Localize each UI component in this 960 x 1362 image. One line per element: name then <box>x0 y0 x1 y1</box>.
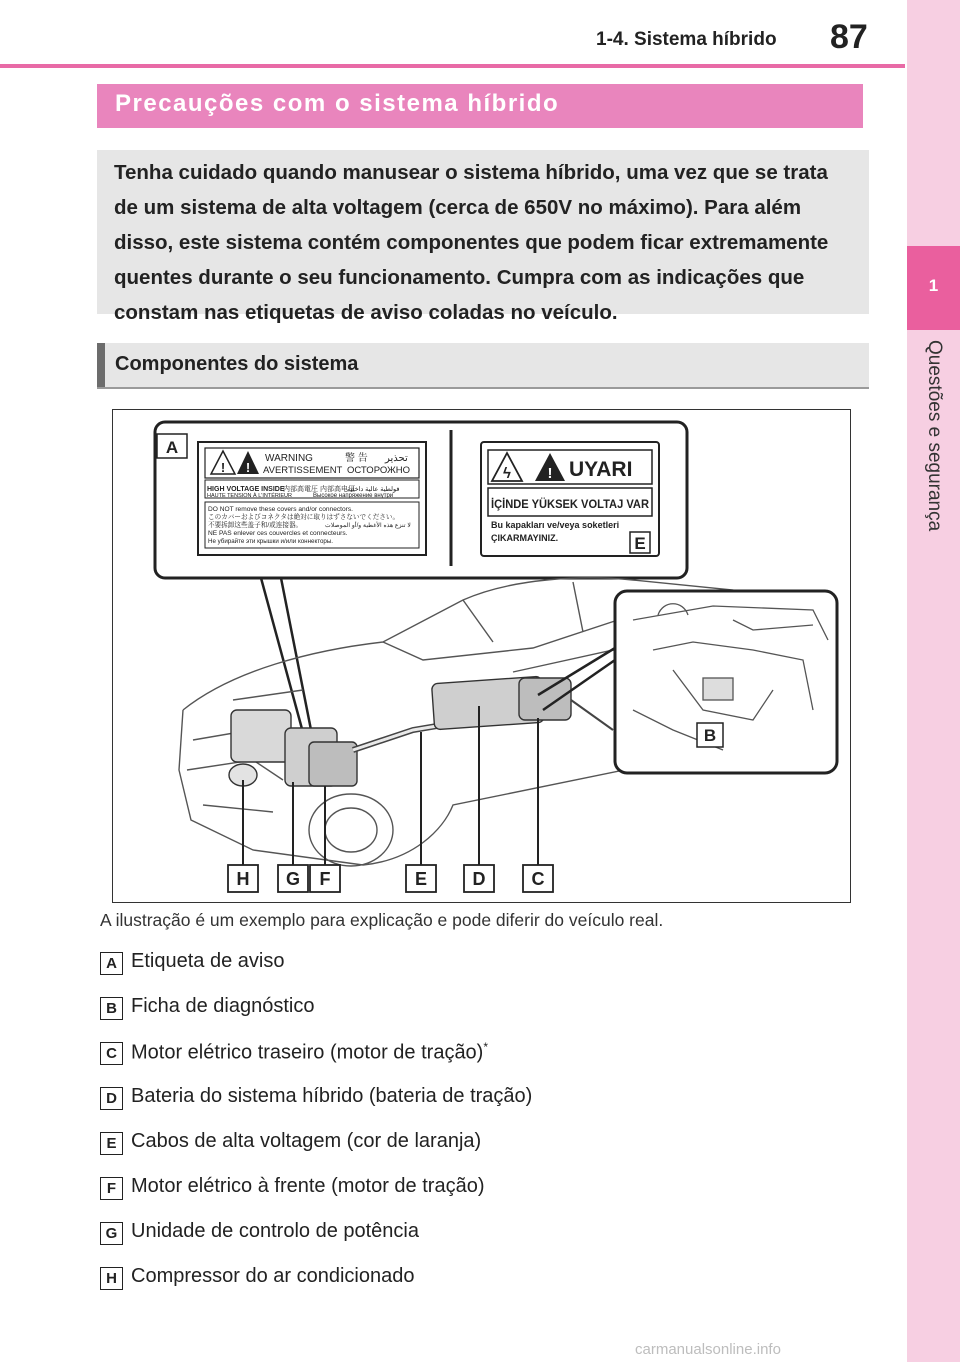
label-b: B <box>703 726 717 745</box>
legend-text: Motor elétrico traseiro (motor de tração)* <box>131 1040 489 1064</box>
turkish-line2: ÇIKARMAYINIZ. <box>491 533 559 543</box>
warning-arabic: تحذير <box>385 453 408 464</box>
legend-text: Bateria do sistema híbrido (bateria de tração) <box>131 1085 533 1107</box>
label-e-inset: E <box>634 534 646 553</box>
legend-text: Etiqueta de aviso <box>131 950 285 972</box>
cn-line: 不要拆卸这些盖子和/或连接器。 <box>208 522 303 529</box>
side-tab-number: 1 <box>928 276 939 295</box>
do-not-text: DO NOT remove these covers and/or connectors. <box>208 506 354 513</box>
svg-text:!: ! <box>245 460 251 475</box>
avertissement-text: AVERTISSEMENT <box>263 465 343 476</box>
legend-letter: A <box>100 952 123 975</box>
warning-kanji: 警 告 <box>345 453 368 464</box>
subsection-heading <box>97 343 869 389</box>
legend-letter: E <box>100 1132 123 1155</box>
warning-text: WARNING <box>265 453 313 464</box>
side-tab-label: Questões e segurança <box>924 340 945 532</box>
svg-text:ϟ: ϟ <box>503 465 511 482</box>
legend-letter: H <box>100 1267 123 1290</box>
page-number: 87 <box>830 18 868 56</box>
legend-text: Motor elétrico à frente (motor de tração) <box>131 1175 485 1197</box>
jp-cn-hv-text: 内部高電圧 内部高电压 <box>283 486 355 493</box>
warning-label <box>198 442 426 555</box>
section-banner <box>97 84 863 128</box>
callout-label-c: C <box>531 869 545 889</box>
legend-letter: C <box>100 1042 123 1065</box>
callout-label-h: H <box>236 869 250 889</box>
footnote-marker: * <box>483 1040 489 1054</box>
ru-hv-text: Высокое напряжение внутри <box>313 493 394 499</box>
haute-tension-text: HAUTE TENSION À L'INTÉRIEUR <box>207 493 292 499</box>
callout-label-g: G <box>285 869 301 889</box>
intro-box <box>97 150 869 324</box>
ru-line: Не убирайте эти крышки и/или коннекторы. <box>208 538 334 545</box>
components-figure <box>112 409 851 903</box>
svg-text:!: ! <box>547 465 553 482</box>
callout-labels <box>228 865 553 892</box>
turkish-line1: Bu kapakları ve/veya soketleri <box>491 520 620 530</box>
legend-letter: F <box>100 1177 123 1200</box>
legend-text: Cabos de alta voltagem (cor de laranja) <box>131 1130 482 1152</box>
uyari-text: UYARI <box>569 458 633 481</box>
svg-text:!: ! <box>220 460 226 475</box>
ne-pas-text: NE PAS enlever ces couvercles et connecteurs. <box>208 530 348 537</box>
label-a: A <box>165 438 179 457</box>
icinde-text: İÇİNDE YÜKSEK VOLTAJ VAR <box>491 497 662 511</box>
callout-label-e: E <box>414 869 428 889</box>
high-voltage-text: HIGH VOLTAGE INSIDE <box>207 486 285 493</box>
turkish-warning-label <box>481 442 662 556</box>
legend-text: Compressor do ar condicionado <box>131 1265 415 1287</box>
figure-illustration <box>113 410 850 902</box>
subsection-bar <box>97 343 105 387</box>
arabic-hv-text: فولطية عالية داخلية <box>347 486 400 493</box>
subsection-title: Componentes do sistema <box>115 353 359 375</box>
legend-text: Ficha de diagnóstico <box>131 995 315 1017</box>
legend-letter: B <box>100 997 123 1020</box>
warning-russian: ОСТОРОЖНО <box>347 465 411 476</box>
side-tab <box>907 0 960 1362</box>
legend-text: Unidade de controlo de potência <box>131 1220 419 1242</box>
intro-text: Tenha cuidado quando manusear o sistema híbrido, uma vez que se trata de um sistema de alta voltagem (cerca de 650V no máximo). Para além disso, este sistema contém componentes que podem ficar extremamente quentes durante o seu funcionamento. Cumpra com as indicações que constam nas etiquetas de aviso coladas no veículo. <box>114 161 829 324</box>
figure-caption: A ilustração é um exemplo para explicação e pode diferir do veículo real. <box>100 910 664 930</box>
callout-label-f: F <box>319 869 331 889</box>
header-section-title: 1-4. Sistema híbrido <box>596 29 777 50</box>
header-rule <box>0 64 905 68</box>
arabic-line: لا تنزع هذه الأغطية و/أو الموصلات <box>325 522 411 529</box>
jp-line: このカバーおよびコネクタは絶対に取りはずさないでください。 <box>208 514 400 521</box>
watermark: carmanualsonline.info <box>635 1341 781 1358</box>
legend-letter: G <box>100 1222 123 1245</box>
section-title: Precauções com o sistema híbrido <box>115 90 560 117</box>
legend-letter: D <box>100 1087 123 1110</box>
callout-label-d: D <box>472 869 486 889</box>
